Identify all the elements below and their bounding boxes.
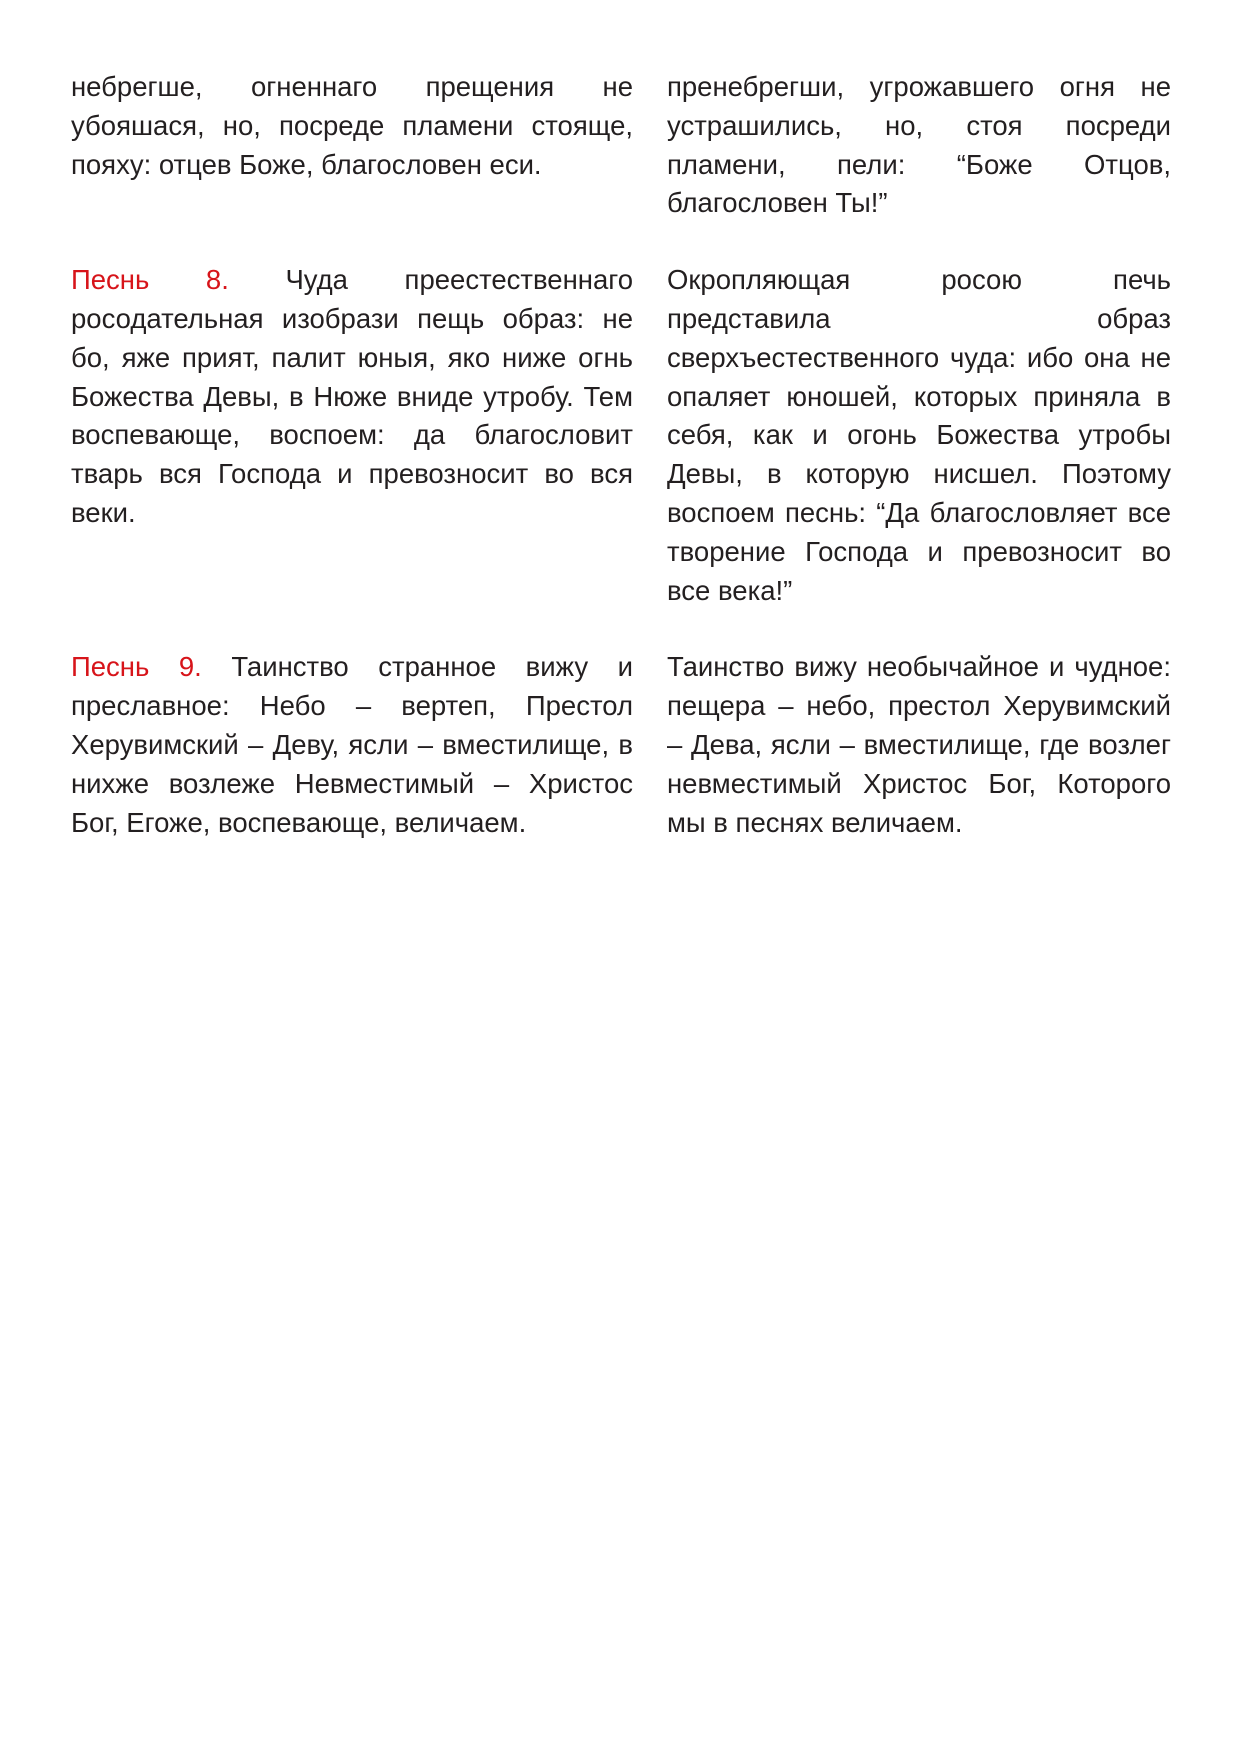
verse-row-3 bbox=[71, 648, 1171, 842]
verse-body: Чуда преестественнаго росодательная изобрази пещь образ: не бо, яже прият, палит юныя, яко ниже огнь Божества Девы, в Нюже вниде утробу. Тем воспевающе, воспоем: да благословит тварь вся Господа и превозносит во вся веки. bbox=[71, 264, 633, 528]
document-page bbox=[71, 68, 1171, 842]
church-slavonic-text bbox=[71, 648, 633, 842]
ode-label: Песнь 9. bbox=[71, 651, 202, 683]
verse-row-1 bbox=[71, 68, 1171, 223]
russian-translation-text bbox=[667, 261, 1171, 610]
church-slavonic-text bbox=[71, 68, 633, 223]
verse-body: пренебрегши, угрожавшего огня не устрашились, но, стоя посреди пламени, пели: “Боже Отцов, благословен Ты!” bbox=[667, 71, 1171, 219]
verse-body: небрегше, огненнаго прещения не убояшася, но, посреде пламени стояще, пояху: отцев Боже, благословен еси. bbox=[71, 71, 633, 180]
russian-translation-text bbox=[667, 648, 1171, 842]
verse-body: Окропляющая росою печь представила образ сверхъестественного чуда: ибо она не опаляет юношей, которых приняла в себя, как и огонь Божества утробы Девы, в которую нисшел. Поэтому воспоем песнь: “Да благословляет все творение Господа и превозносит во все века!” bbox=[667, 264, 1171, 606]
church-slavonic-text bbox=[71, 261, 633, 610]
verse-body: Таинство вижу необычайное и чудное: пещера – небо, престол Херувимский – Дева, ясли – вместилище, где возлег невместимый Христос Бог, Которого мы в песнях величаем. bbox=[667, 651, 1171, 838]
verse-body: Таинство странное вижу и преславное: Небо – вертеп, Престол Херувимский – Деву, ясли – вместилище, в нихже возлеже Невместимый – Христос Бог, Егоже, воспевающе, величаем. bbox=[71, 651, 634, 838]
ode-label: Песнь 8. bbox=[71, 264, 229, 296]
verse-row-2 bbox=[71, 261, 1171, 610]
russian-translation-text bbox=[667, 68, 1171, 223]
